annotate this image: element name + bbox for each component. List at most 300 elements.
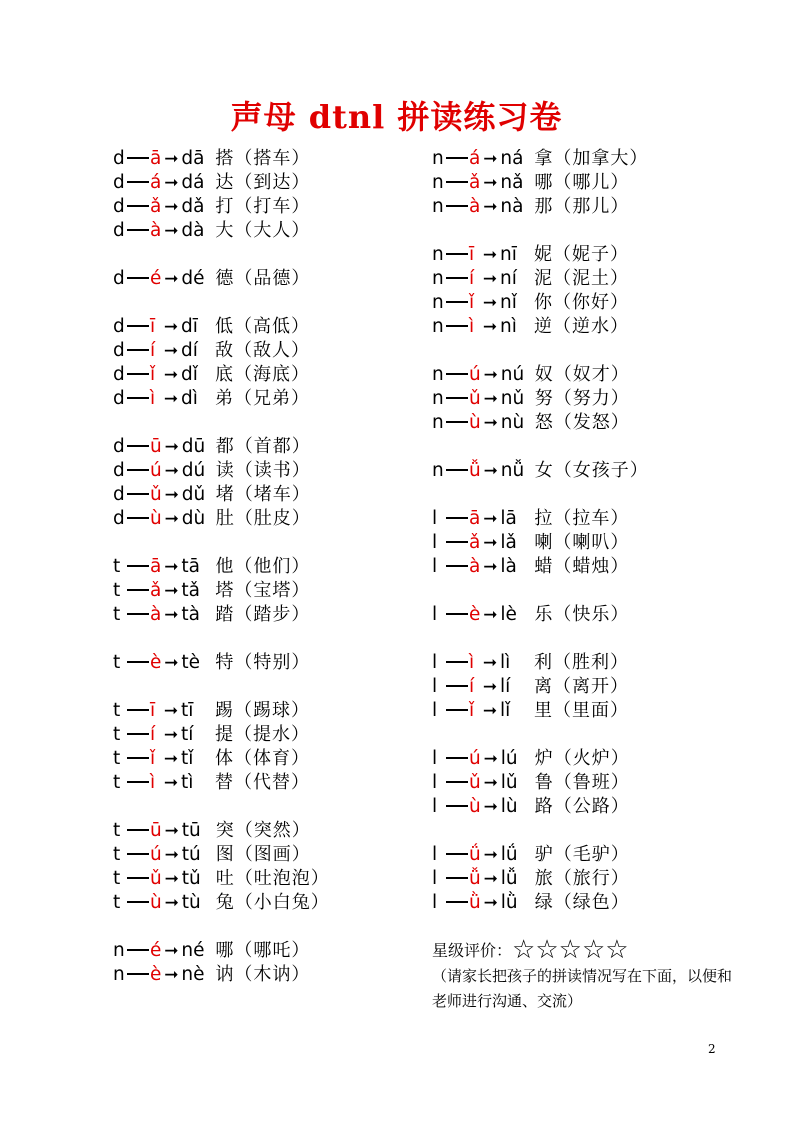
final-vowel: ǘ <box>469 844 481 865</box>
parent-note: （请家长把孩子的拼读情况写在下面，以便和老师进行沟通、交流） <box>432 967 733 1010</box>
arrow-icon: ➞ <box>483 845 498 865</box>
pinyin-row <box>113 147 330 171</box>
hanzi-word: 提（提水） <box>215 724 310 745</box>
dash <box>127 565 149 567</box>
initial: n <box>432 268 444 289</box>
arrow-icon: ➞ <box>483 893 498 913</box>
final-vowel: ù <box>150 892 162 913</box>
rating-label: 星级评价： <box>432 941 513 960</box>
dash <box>446 853 468 855</box>
initial: d <box>113 388 125 409</box>
arrow-icon: ➞ <box>164 197 179 217</box>
final-vowel: í <box>469 676 475 697</box>
initial: l <box>432 652 438 673</box>
initial: n <box>432 364 444 385</box>
final-vowel: ǎ <box>150 580 162 601</box>
arrow-icon: ➞ <box>164 509 179 529</box>
final-vowel: ā <box>150 556 162 577</box>
final-vowel: ǎ <box>469 532 481 553</box>
initial: t <box>113 820 121 841</box>
syllable: lè <box>500 604 517 625</box>
hanzi-word: 踏（踏步） <box>215 604 311 625</box>
final-vowel: ú <box>150 460 162 481</box>
initial: d <box>113 436 125 457</box>
initial: d <box>113 364 125 385</box>
spacer <box>432 627 649 651</box>
hanzi-word: 读（读书） <box>215 460 311 481</box>
arrow-icon: ➞ <box>483 365 498 385</box>
dash <box>127 709 149 711</box>
arrow-icon: ➞ <box>483 413 498 433</box>
dash <box>127 589 149 591</box>
dash <box>127 877 149 879</box>
syllable: lā <box>500 508 517 529</box>
initial: l <box>432 868 438 889</box>
initial: t <box>113 892 121 913</box>
spacer <box>432 483 649 507</box>
syllable: tú <box>181 844 201 865</box>
dash <box>446 373 468 375</box>
initial: d <box>113 340 125 361</box>
final-vowel: ǐ <box>469 700 475 721</box>
final-vowel: ǔ <box>469 388 481 409</box>
syllable: dǎ <box>181 196 205 217</box>
dash <box>446 421 468 423</box>
spacer <box>432 339 649 363</box>
initial: l <box>432 676 438 697</box>
final-vowel: ù <box>469 796 481 817</box>
arrow-icon: ➞ <box>163 773 179 793</box>
syllable: lǘ <box>500 844 518 865</box>
final-vowel: à <box>469 556 481 577</box>
hanzi-word: 达（到达） <box>215 172 311 193</box>
pinyin-row <box>113 267 330 291</box>
hanzi-word: 怒（发怒） <box>534 412 630 433</box>
initial: t <box>113 556 121 577</box>
arrow-icon: ➞ <box>483 557 498 577</box>
syllable: tǐ <box>181 748 194 769</box>
final-vowel: ù <box>150 508 162 529</box>
arrow-icon: ➞ <box>164 557 179 577</box>
arrow-icon: ➞ <box>164 221 179 241</box>
final-vowel: ī <box>150 316 156 337</box>
page-number: 2 <box>708 1042 716 1056</box>
syllable: tā <box>181 556 200 577</box>
hanzi-word: 炉（火炉） <box>534 748 630 769</box>
arrow-icon: ➞ <box>164 653 179 673</box>
pinyin-row <box>113 363 330 387</box>
dash <box>127 325 149 327</box>
pinyin-row <box>113 435 330 459</box>
initial: d <box>113 220 125 241</box>
arrow-icon: ➞ <box>483 461 498 481</box>
dash <box>127 373 149 375</box>
arrow-icon: ➞ <box>483 605 498 625</box>
arrow-icon: ➞ <box>164 941 179 961</box>
dash <box>127 781 149 783</box>
pinyin-row <box>432 531 649 555</box>
pinyin-row <box>432 147 649 171</box>
syllable: dá <box>181 172 205 193</box>
hanzi-word: 旅（旅行） <box>534 868 630 889</box>
initial: t <box>113 748 121 769</box>
initial: d <box>113 316 125 337</box>
initial: d <box>113 268 125 289</box>
syllable: tí <box>181 724 194 745</box>
dash <box>127 517 149 519</box>
dash <box>127 469 149 471</box>
hanzi-word: 肚（肚皮） <box>215 508 311 529</box>
arrow-icon: ➞ <box>482 269 498 289</box>
pinyin-row <box>432 867 649 891</box>
dash <box>127 973 149 975</box>
initial: l <box>432 508 438 529</box>
pinyin-row <box>432 555 649 579</box>
final-vowel: ì <box>150 772 156 793</box>
hanzi-word: 努（努力） <box>534 388 630 409</box>
hanzi-word: 驴（毛驴） <box>534 844 630 865</box>
arrow-icon: ➞ <box>163 749 179 769</box>
syllable: tì <box>181 772 194 793</box>
syllable: dà <box>181 220 205 241</box>
pinyin-row <box>113 195 330 219</box>
pinyin-row <box>432 699 649 723</box>
pinyin-row <box>113 483 330 507</box>
pinyin-row <box>113 555 330 579</box>
initial: t <box>113 700 121 721</box>
final-vowel: ǚ <box>469 460 481 481</box>
hanzi-word: 敌（敌人） <box>215 340 310 361</box>
final-vowel: ī <box>469 244 475 265</box>
final-vowel: ǎ <box>469 172 481 193</box>
pinyin-row <box>432 651 649 675</box>
hanzi-word: 塔（宝塔） <box>215 580 311 601</box>
final-vowel: ā <box>150 148 162 169</box>
final-vowel: í <box>150 724 156 745</box>
dash <box>127 229 149 231</box>
final-vowel: è <box>150 964 162 985</box>
initial: t <box>113 772 121 793</box>
hanzi-word: 哪（哪吒） <box>215 940 311 961</box>
arrow-icon: ➞ <box>163 365 179 385</box>
arrow-icon: ➞ <box>482 317 498 337</box>
arrow-icon: ➞ <box>482 245 498 265</box>
pinyin-row <box>432 243 649 267</box>
hanzi-word: 兔（小白兔） <box>215 892 330 913</box>
spacer <box>432 219 649 243</box>
initial: d <box>113 148 125 169</box>
pinyin-row <box>113 891 330 915</box>
dash <box>446 877 468 879</box>
final-vowel: ú <box>469 748 481 769</box>
final-vowel: í <box>150 340 156 361</box>
initial: n <box>432 196 444 217</box>
initial: n <box>432 316 444 337</box>
spacer <box>113 531 330 555</box>
final-vowel: ǐ <box>150 364 156 385</box>
pinyin-row <box>432 891 649 915</box>
syllable: lǐ <box>500 700 511 721</box>
hanzi-word: 图（图画） <box>215 844 311 865</box>
initial: n <box>432 460 444 481</box>
pinyin-row <box>432 675 649 699</box>
dash <box>446 613 468 615</box>
dash <box>127 397 149 399</box>
spacer <box>113 243 330 267</box>
final-vowel: á <box>150 172 162 193</box>
pinyin-row <box>113 963 330 987</box>
hanzi-word: 乐（快乐） <box>534 604 630 625</box>
dash <box>446 277 468 279</box>
initial: l <box>432 700 438 721</box>
arrow-icon: ➞ <box>483 533 498 553</box>
pinyin-row <box>113 507 330 531</box>
hanzi-word: 突（突然） <box>215 820 311 841</box>
final-vowel: ǚ <box>469 868 481 889</box>
initial: l <box>432 892 438 913</box>
initial: n <box>432 172 444 193</box>
syllable: nǔ <box>500 388 525 409</box>
hanzi-word: 吐（吐泡泡） <box>215 868 330 889</box>
hanzi-word: 打（打车） <box>215 196 311 217</box>
hanzi-word: 踢（踢球） <box>215 700 310 721</box>
final-vowel: ū <box>150 820 162 841</box>
syllable: lǚ <box>500 868 518 889</box>
syllable: nà <box>500 196 524 217</box>
spacer <box>432 435 649 459</box>
arrow-icon: ➞ <box>163 725 179 745</box>
dash <box>127 613 149 615</box>
syllable: dū <box>181 436 206 457</box>
dash <box>127 757 149 759</box>
syllable: lí <box>500 676 511 697</box>
dash <box>446 517 468 519</box>
pinyin-row <box>432 315 649 339</box>
pinyin-row <box>113 651 330 675</box>
spacer <box>113 675 330 699</box>
hanzi-word: 低（高低） <box>215 316 310 337</box>
spacer <box>113 411 330 435</box>
pinyin-row <box>113 699 330 723</box>
pinyin-row <box>432 747 649 771</box>
hanzi-word: 你（你好） <box>534 292 629 313</box>
dash <box>446 205 468 207</box>
arrow-icon: ➞ <box>164 149 179 169</box>
page-title: 声母 dtnl 拼读练习卷 <box>230 98 563 136</box>
arrow-icon: ➞ <box>164 437 179 457</box>
dash <box>446 325 468 327</box>
pinyin-row <box>113 939 330 963</box>
right-column <box>432 147 649 915</box>
hanzi-word: 蜡（蜡烛） <box>534 556 630 577</box>
dash <box>127 853 149 855</box>
left-column <box>113 147 330 987</box>
dash <box>127 493 149 495</box>
initial: l <box>432 772 438 793</box>
hanzi-word: 绿（绿色） <box>534 892 630 913</box>
initial: d <box>113 460 125 481</box>
dash <box>127 949 149 951</box>
arrow-icon: ➞ <box>164 461 179 481</box>
initial: d <box>113 172 125 193</box>
arrow-icon: ➞ <box>164 965 179 985</box>
hanzi-word: 弟（兄弟） <box>215 388 310 409</box>
dash <box>127 445 149 447</box>
hanzi-word: 泥（泥土） <box>534 268 629 289</box>
syllable: dā <box>181 148 205 169</box>
star-rating <box>432 934 629 966</box>
dash <box>127 901 149 903</box>
arrow-icon: ➞ <box>163 701 179 721</box>
syllable: dí <box>181 340 198 361</box>
hanzi-word: 里（里面） <box>534 700 629 721</box>
final-vowel: è <box>150 652 162 673</box>
final-vowel: ǔ <box>150 868 162 889</box>
arrow-icon: ➞ <box>164 845 179 865</box>
final-vowel: à <box>150 604 162 625</box>
arrow-icon: ➞ <box>164 893 179 913</box>
arrow-icon: ➞ <box>483 197 498 217</box>
syllable: dǐ <box>181 364 198 385</box>
final-vowel: ú <box>469 364 481 385</box>
syllable: lǎ <box>500 532 517 553</box>
syllable: ní <box>500 268 517 289</box>
syllable: dú <box>181 460 206 481</box>
hanzi-word: 妮（妮子） <box>534 244 629 265</box>
syllable: là <box>500 556 517 577</box>
hanzi-word: 都（首都） <box>215 436 311 457</box>
dash <box>127 181 149 183</box>
initial: n <box>432 412 444 433</box>
syllable: nè <box>181 964 205 985</box>
syllable: tù <box>181 892 201 913</box>
spacer <box>432 723 649 747</box>
initial: n <box>432 292 444 313</box>
final-vowel: ǐ <box>150 748 156 769</box>
final-vowel: ú <box>150 844 162 865</box>
arrow-icon: ➞ <box>483 869 498 889</box>
dash <box>446 397 468 399</box>
arrow-icon: ➞ <box>483 773 498 793</box>
dash <box>127 733 149 735</box>
dash <box>446 541 468 543</box>
pinyin-row <box>432 267 649 291</box>
dash <box>446 901 468 903</box>
arrow-icon: ➞ <box>164 821 179 841</box>
initial: d <box>113 196 125 217</box>
dash <box>446 781 468 783</box>
pinyin-row <box>113 171 330 195</box>
final-vowel: ì <box>469 316 475 337</box>
initial: l <box>432 748 438 769</box>
dash <box>127 157 149 159</box>
initial: t <box>113 868 121 889</box>
initial: n <box>113 964 125 985</box>
dash <box>127 829 149 831</box>
pinyin-row <box>432 771 649 795</box>
initial: n <box>113 940 125 961</box>
syllable: nǚ <box>500 460 525 481</box>
final-vowel: ǐ <box>469 292 475 313</box>
syllable: lù <box>500 796 518 817</box>
dash <box>446 565 468 567</box>
pinyin-row <box>113 819 330 843</box>
pinyin-row <box>113 771 330 795</box>
final-vowel: à <box>150 220 162 241</box>
initial: n <box>432 244 444 265</box>
hanzi-word: 奴（奴才） <box>534 364 630 385</box>
syllable: tè <box>181 652 201 673</box>
pinyin-row <box>432 843 649 867</box>
arrow-icon: ➞ <box>164 485 179 505</box>
final-vowel: é <box>150 268 162 289</box>
pinyin-row <box>432 603 649 627</box>
initial: l <box>432 844 438 865</box>
initial: d <box>113 484 125 505</box>
pinyin-row <box>432 291 649 315</box>
syllable: dé <box>181 268 205 289</box>
hanzi-word: 德（品德） <box>215 268 311 289</box>
pinyin-row <box>113 315 330 339</box>
dash <box>446 301 468 303</box>
syllable: nú <box>500 364 525 385</box>
dash <box>446 253 468 255</box>
hanzi-word: 拿（加拿大） <box>534 148 649 169</box>
initial: t <box>113 652 121 673</box>
pinyin-row <box>432 171 649 195</box>
dash <box>446 469 468 471</box>
final-vowel: á <box>469 148 481 169</box>
final-vowel: ā <box>469 508 481 529</box>
hanzi-word: 讷（木讷） <box>215 964 311 985</box>
hanzi-word: 底（海底） <box>215 364 310 385</box>
hanzi-word: 哪（哪儿） <box>534 172 630 193</box>
dash <box>446 181 468 183</box>
pinyin-row <box>113 579 330 603</box>
final-vowel: è <box>469 604 481 625</box>
arrow-icon: ➞ <box>483 149 498 169</box>
final-vowel: ǜ <box>469 892 481 913</box>
arrow-icon: ➞ <box>483 509 498 529</box>
dash <box>446 157 468 159</box>
final-vowel: à <box>469 196 481 217</box>
arrow-icon: ➞ <box>483 797 498 817</box>
syllable: dì <box>181 388 198 409</box>
hanzi-word: 拉（拉车） <box>534 508 630 529</box>
arrow-icon: ➞ <box>164 869 179 889</box>
pinyin-row <box>113 387 330 411</box>
pinyin-row <box>432 411 649 435</box>
final-vowel: ī <box>150 700 156 721</box>
syllable: dī <box>181 316 198 337</box>
arrow-icon: ➞ <box>482 653 498 673</box>
hanzi-word: 女（女孩子） <box>534 460 649 481</box>
pinyin-row <box>113 219 330 243</box>
pinyin-row <box>113 723 330 747</box>
arrow-icon: ➞ <box>483 389 498 409</box>
syllable: lǔ <box>500 772 518 793</box>
syllable: tǔ <box>181 868 201 889</box>
pinyin-row <box>113 459 330 483</box>
dash <box>446 709 468 711</box>
rating-stars[interactable]: ☆☆☆☆☆ <box>512 935 629 965</box>
hanzi-word: 他（他们） <box>215 556 311 577</box>
syllable: lǜ <box>500 892 518 913</box>
pinyin-row <box>113 747 330 771</box>
arrow-icon: ➞ <box>482 701 498 721</box>
syllable: tǎ <box>181 580 200 601</box>
initial: t <box>113 724 121 745</box>
